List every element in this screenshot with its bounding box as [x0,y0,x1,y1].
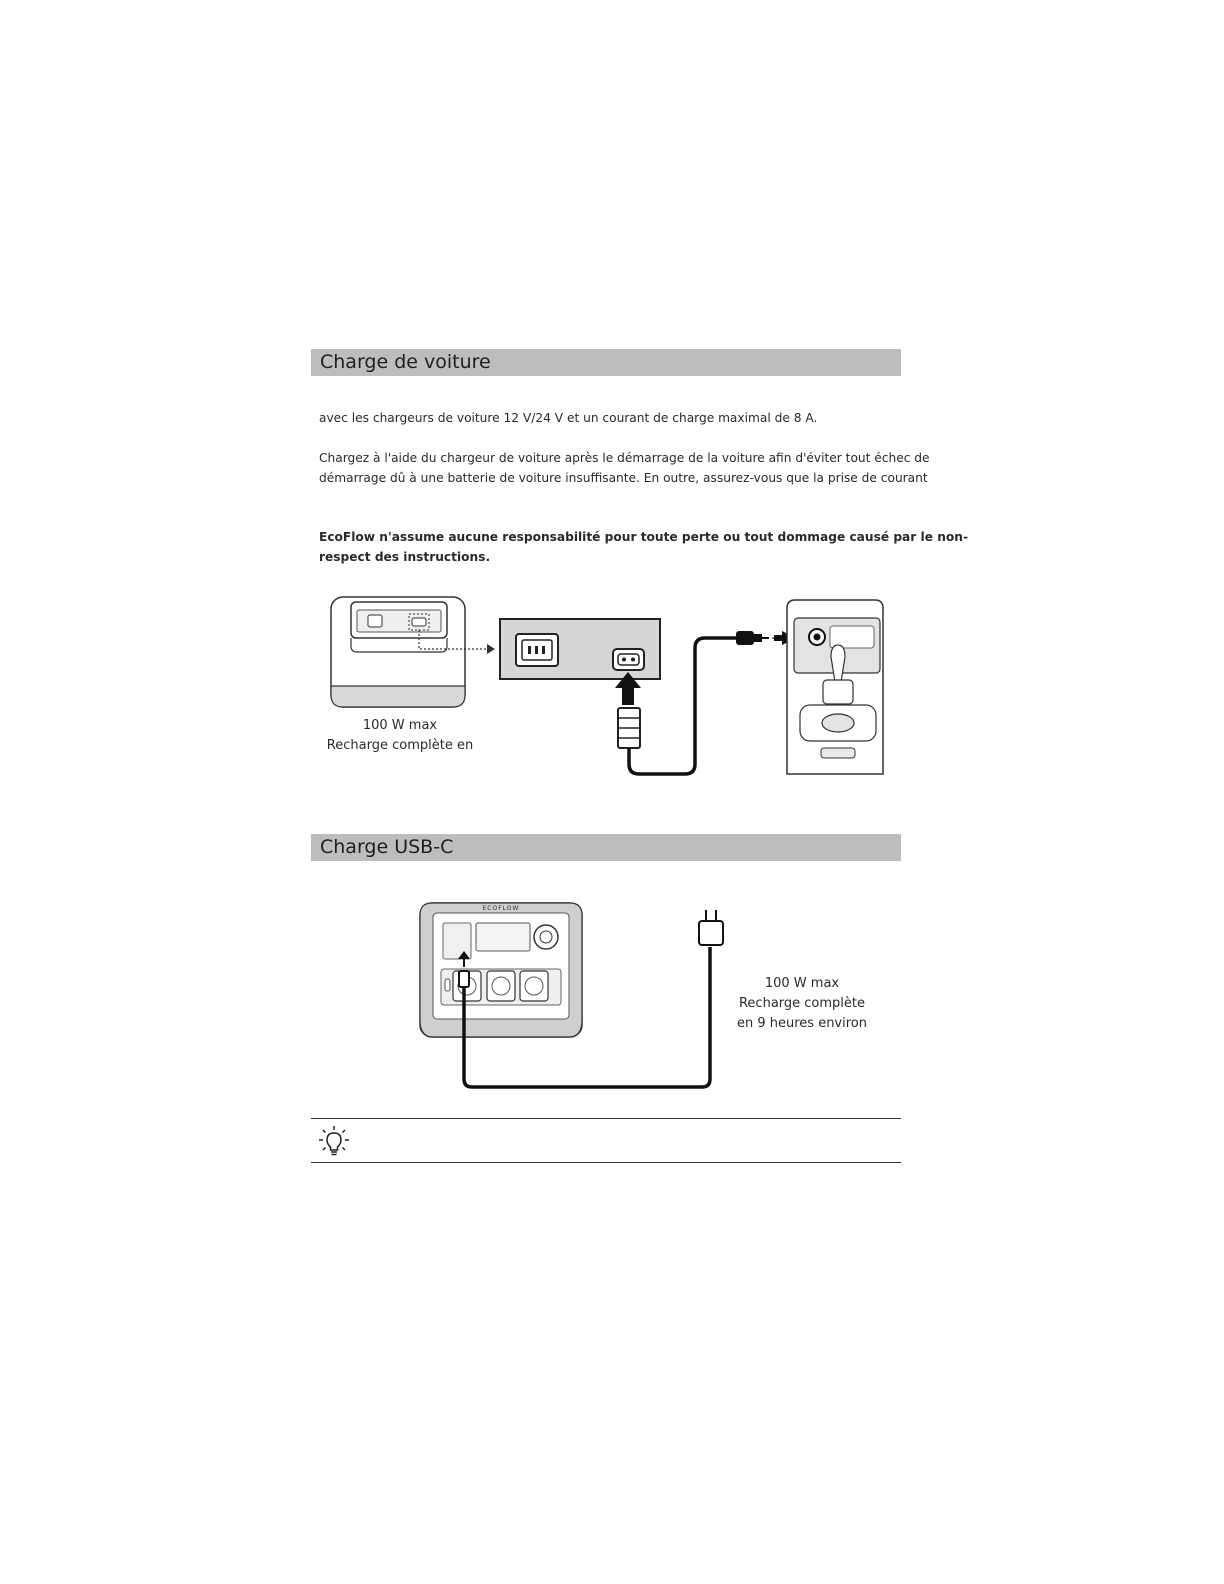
section-title: Charge USB-C [320,836,454,858]
caption-recharge: Recharge complète [738,996,866,1011]
power-station-front-icon [420,903,582,1037]
tip-top-rule [311,1118,901,1119]
caption-power: 100 W max [764,976,840,991]
paragraph-car-start-line1: Chargez à l'aide du chargeur de voiture après le démarrage de la voiture afin d'éviter tout échec de [319,451,930,465]
caption-recharge: Recharge complète en [326,738,474,753]
section-header-usbc-charging [311,834,901,861]
warning-line2: respect des instructions. [319,550,491,564]
car-console-icon [787,600,883,774]
usbc-charging-caption [727,974,877,1034]
cigarette-plug-icon [736,631,769,645]
car-charging-illustration [311,590,901,790]
car-charging-caption [311,716,489,756]
section-title: Charge de voiture [320,351,491,373]
manual-page [311,0,969,1584]
usb-wall-adapter-icon [699,910,723,945]
warning-line1: EcoFlow n'assume aucune responsabilité pour toute perte ou tout dommage causé par le non- [319,530,969,544]
device-brand-label: ECOFLOW [482,905,520,912]
tip-bottom-rule [311,1162,901,1163]
paragraph-car-charger-specs: avec les chargeurs de voiture 12 V/24 V et un courant de charge maximal de 8 A. [319,411,818,425]
lightbulb-icon [317,1125,351,1159]
car-charger-plug-icon [618,708,640,748]
power-station-rear-icon [331,597,465,707]
paragraph-car-start-line2: démarrage dû à une batterie de voiture insuffisante. En outre, assurez-vous que la prise de courant [319,471,928,485]
port-panel-zoom [500,619,660,679]
caption-power: 100 W max [362,718,438,733]
section-header-car-charging [311,349,901,376]
caption-duration: en 9 heures environ [736,1016,867,1031]
